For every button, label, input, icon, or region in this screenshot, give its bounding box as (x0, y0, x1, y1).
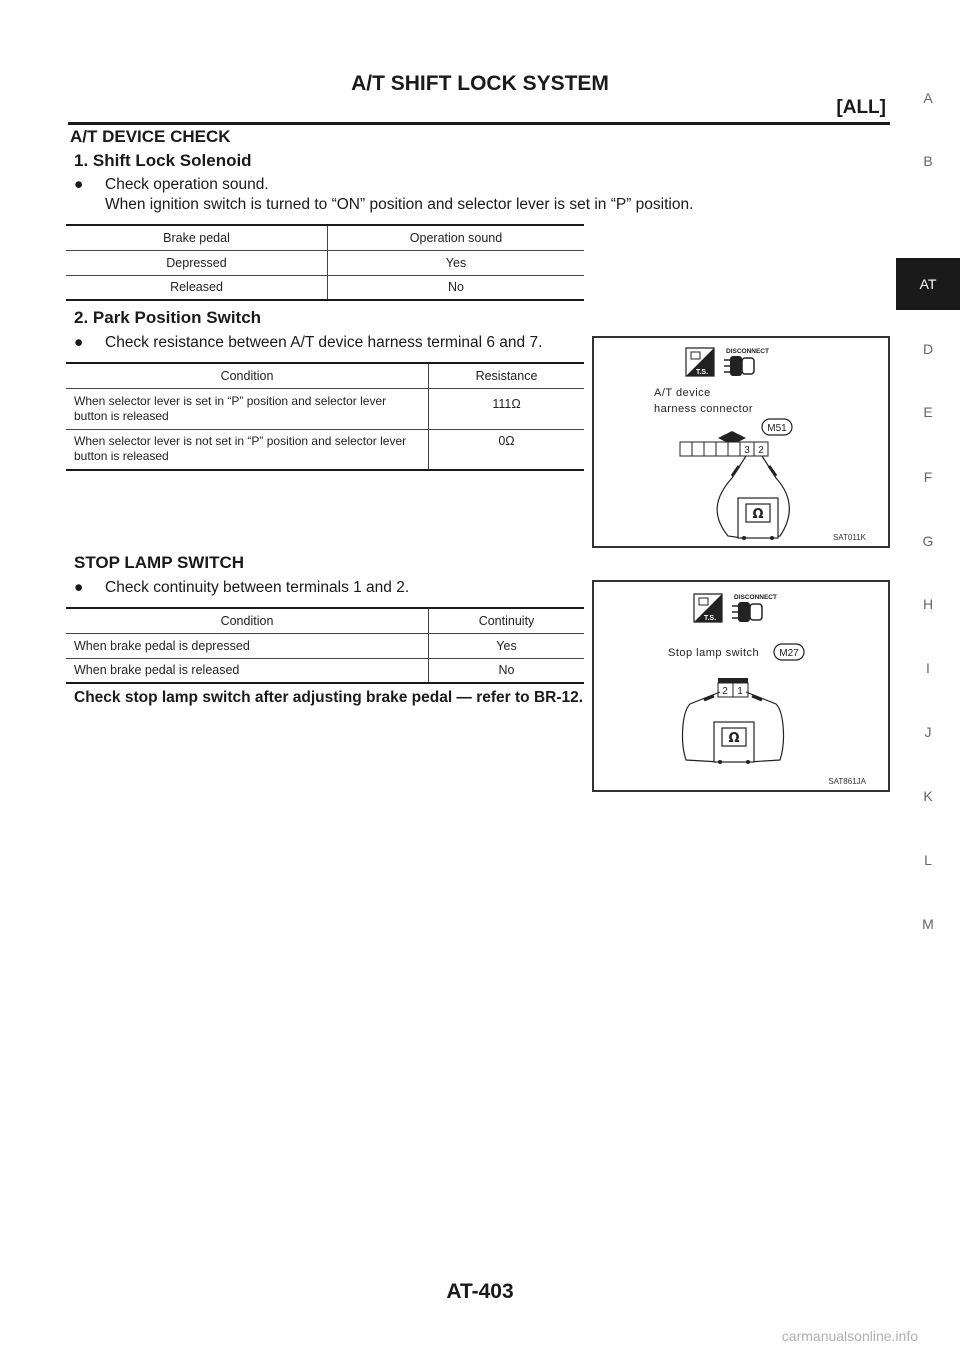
table-cell: When brake pedal is depressed (66, 633, 429, 658)
probe-tip (732, 466, 739, 476)
pin-label: 2 (758, 445, 764, 456)
page-title: A/T SHIFT LOCK SYSTEM (351, 72, 609, 95)
connector-id: M51 (767, 423, 787, 434)
tab-at[interactable]: AT (896, 258, 960, 310)
at-device-connector-figure (592, 336, 890, 548)
ts-label: T.S. (695, 369, 709, 376)
connector-diagram (594, 338, 888, 546)
table-header: Operation sound (328, 225, 585, 250)
terminal-block (680, 442, 768, 456)
table-row (66, 658, 584, 683)
table-row (66, 388, 584, 429)
stop-lamp-switch-figure (592, 580, 890, 792)
tab-j[interactable]: J (924, 724, 932, 740)
park-switch-bullet (74, 333, 594, 353)
connector-key (718, 678, 748, 683)
pin-label: 2 (722, 686, 728, 697)
table-header: Resistance (429, 363, 585, 388)
tab-m[interactable]: M (922, 916, 934, 932)
adjustment-note: Check stop lamp switch after adjusting brake pedal — refer to BR-12. (74, 689, 584, 706)
stop-lamp-heading: STOP LAMP SWITCH (74, 553, 245, 572)
side-tab-index (896, 0, 960, 960)
continuity-table (66, 607, 584, 684)
footer-watermark: carmanualsonline.info (781, 1328, 918, 1344)
park-switch-heading: 2. Park Position Switch (74, 308, 262, 327)
stop-lamp-diagram (594, 582, 888, 790)
table-row (66, 633, 584, 658)
switch-label: Stop lamp switch (668, 647, 760, 659)
stop-lamp-bullet (74, 578, 574, 598)
bullet-text: Check continuity between terminals 1 and 2. (105, 579, 410, 596)
operation-sound-table (66, 224, 584, 301)
bullet-dot: ● (74, 176, 84, 193)
tab-b[interactable]: B (923, 153, 933, 169)
table-row (66, 429, 584, 470)
ohm-icon: Ω (728, 731, 740, 746)
connector-id: M27 (779, 648, 799, 659)
disconnect-icon (732, 602, 762, 622)
pin-label: 3 (744, 445, 750, 456)
page-number: AT-403 (446, 1280, 514, 1303)
tab-e[interactable]: E (923, 404, 933, 420)
table-cell: No (429, 658, 585, 683)
probe-tip (769, 466, 776, 476)
bullet-dot: ● (74, 334, 84, 351)
tab-f[interactable]: F (923, 469, 933, 485)
resistance-table (66, 362, 584, 471)
disconnect-icon (724, 356, 754, 376)
shift-lock-bullet (74, 175, 774, 215)
figure-code: SAT861JA (828, 777, 866, 786)
table-cell: Yes (429, 633, 585, 658)
table-cell: Released (66, 275, 328, 300)
table-header: Condition (66, 608, 429, 633)
device-check-heading: A/T DEVICE CHECK (70, 127, 231, 146)
table-row (66, 275, 584, 300)
bullet-text: Check resistance between A/T device harness terminal 6 and 7. (105, 334, 543, 351)
table-row (66, 250, 584, 275)
tab-i[interactable]: I (926, 660, 930, 676)
shift-lock-heading: 1. Shift Lock Solenoid (74, 151, 252, 170)
bullet-text: Check operation sound. (105, 176, 269, 193)
disconnect-label: DISCONNECT (734, 594, 777, 601)
tab-g[interactable]: G (922, 533, 934, 549)
table-header: Continuity (429, 608, 585, 633)
bullet-text-cont: When ignition switch is turned to “ON” position and selector lever is set in “P” position. (105, 196, 694, 213)
figure-code: SAT011K (832, 533, 866, 542)
table-header: Brake pedal (66, 225, 328, 250)
table-cell: When selector lever is set in “P” position and selector lever button is released (66, 388, 429, 429)
header-rule (68, 122, 890, 125)
table-cell: Depressed (66, 250, 328, 275)
ohm-icon: Ω (752, 507, 764, 522)
tab-l[interactable]: L (924, 852, 932, 868)
tab-k[interactable]: K (923, 788, 933, 804)
disconnect-label: DISCONNECT (726, 348, 769, 355)
table-cell: When selector lever is not set in “P” position and selector lever button is released (66, 429, 429, 470)
tab-a[interactable]: A (923, 90, 933, 106)
table-cell: 0Ω (429, 429, 585, 470)
section-tag: [ALL] (836, 97, 886, 118)
probe-tip (704, 696, 714, 700)
bullet-dot: ● (74, 579, 84, 596)
connector-label-line2: harness connector (654, 403, 753, 415)
table-cell: When brake pedal is released (66, 658, 429, 683)
connector-label-line1: A/T device (654, 387, 711, 399)
probe-tip (752, 696, 762, 700)
table-header: Condition (66, 363, 429, 388)
tab-h[interactable]: H (922, 596, 934, 612)
table-cell: 111Ω (429, 388, 585, 429)
pin-label: 1 (737, 686, 743, 697)
table-cell: No (328, 275, 585, 300)
tab-d[interactable]: D (922, 341, 934, 357)
table-cell: Yes (328, 250, 585, 275)
ts-label: T.S. (703, 615, 717, 622)
